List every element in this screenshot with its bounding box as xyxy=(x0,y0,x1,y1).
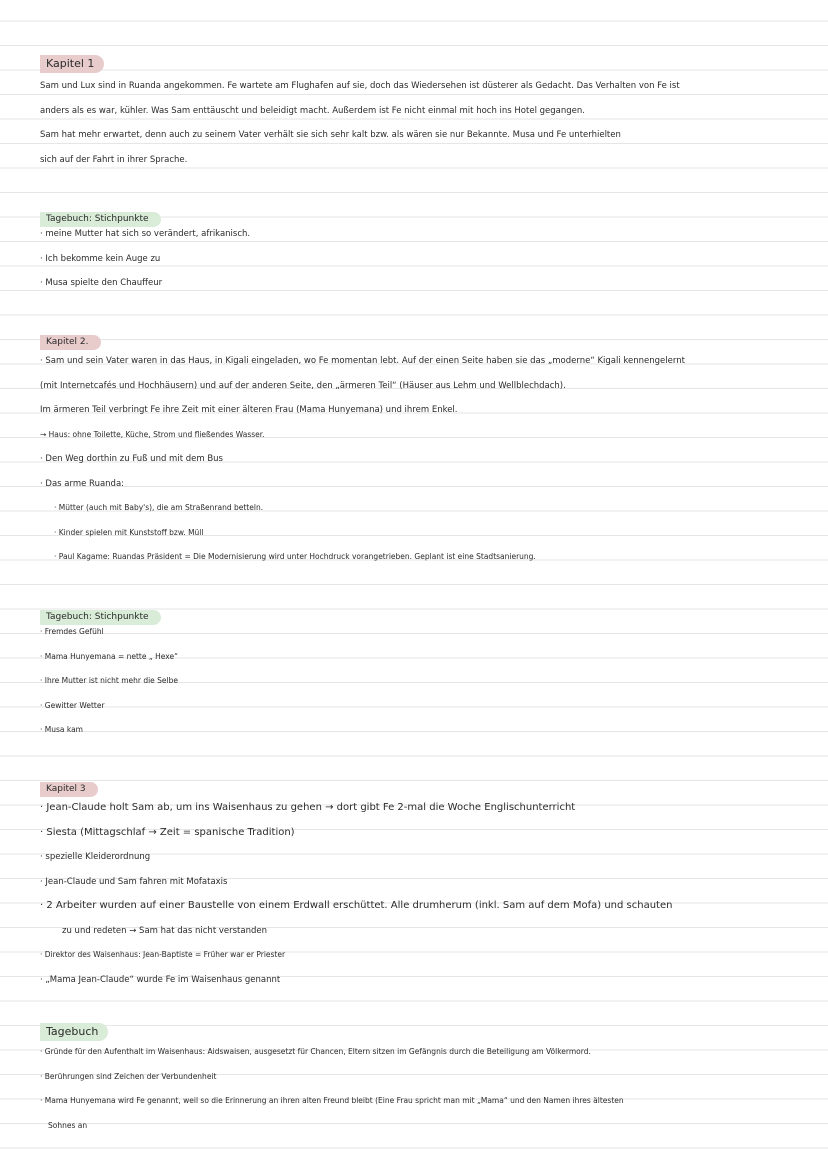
kapitel-1-section xyxy=(40,52,792,172)
kapitel-2-line: (mit Internetcafés und Hochhäusern) und auf der anderen Seite, den „ärmeren Teil“ (Häuser aus Lehm und Wellblechdach). xyxy=(40,380,566,391)
kapitel-3-line: · 2 Arbeiter wurden auf einer Baustelle von einem Erdwall erschüttet. Alle drumherum (inkl. Sam auf dem Mofa) und schauten xyxy=(40,900,673,911)
tagebuch-3-line: · Berührungen sind Zeichen der Verbundenheit xyxy=(40,1071,217,1081)
tagebuch-1-heading: Tagebuch: Stichpunkte xyxy=(40,212,161,227)
kapitel-1-line: sich auf der Fahrt in ihrer Sprache. xyxy=(40,154,188,165)
tagebuch-3-heading: Tagebuch xyxy=(40,1023,108,1041)
tagebuch-2-section xyxy=(40,604,792,743)
kapitel-3-line: zu und redeten → Sam hat das nicht verstanden xyxy=(62,925,267,936)
kapitel-3-line: · „Mama Jean-Claude“ wurde Fe im Waisenhaus genannt xyxy=(40,974,281,985)
kapitel-2-line: · Paul Kagame: Ruandas Präsident = Die Modernisierung wird unter Hochdruck vorangetrieben. Geplant ist eine Stadtsanierung. xyxy=(54,552,536,561)
tagebuch-1-line: · Musa spielte den Chauffeur xyxy=(40,278,163,288)
tagebuch-1-line: · Ich bekomme kein Auge zu xyxy=(40,253,161,264)
kapitel-3-line: · Jean-Claude und Sam fahren mit Mofataxis xyxy=(40,876,228,887)
tagebuch-2-line: · Mama Hunyemana = nette „ Hexe“ xyxy=(40,651,178,661)
tagebuch-3-line: Sohnes an xyxy=(48,1120,88,1130)
kapitel-2-line: · Sam und sein Vater waren in das Haus, in Kigali eingeladen, wo Fe momentan lebt. Auf der einen Seite haben sie das „moderne“ Kigali kennengelernt xyxy=(40,356,685,366)
kapitel-3-line: · spezielle Kleiderordnung xyxy=(40,852,151,862)
kapitel-2-section xyxy=(40,329,792,570)
kapitel-2-line: → Haus: ohne Toilette, Küche, Strom und fließendes Wasser. xyxy=(40,429,265,439)
kapitel-1-heading: Kapitel 1 xyxy=(40,55,104,73)
tagebuch-3-line: · Gründe für den Aufenthalt im Waisenhaus: Aidswaisen, ausgesetzt für Chancen, Eltern sitzen im Gefängnis durch die Beteiligung am Völkermord. xyxy=(40,1047,591,1056)
kapitel-3-line: · Direktor des Waisenhaus: Jean-Baptiste = Früher war er Priester xyxy=(40,950,286,959)
kapitel-1-line: Sam und Lux sind in Ruanda angekommen. Fe wartete am Flughafen auf sie, doch das Wiedersehen ist düsterer als Gedacht. Das Verhalten von Fe ist xyxy=(40,81,680,91)
kapitel-2-line: · Kinder spielen mit Kunststoff bzw. Müll xyxy=(54,527,204,537)
kapitel-2-line: · Den Weg dorthin zu Fuß und mit dem Bus xyxy=(40,454,223,464)
tagebuch-1-line: · meine Mutter hat sich so verändert, afrikanisch. xyxy=(40,229,251,239)
kapitel-1-line: anders als es war, kühler. Was Sam enttäuscht und beleidigt macht. Außerdem ist Fe nicht einmal mit hoch ins Hotel gegangen. xyxy=(40,105,585,116)
kapitel-2-line: · Mütter (auch mit Baby's), die am Straßenrand betteln. xyxy=(54,503,264,512)
tagebuch-2-line: · Fremdes Gefühl xyxy=(40,627,104,636)
kapitel-1-line: Sam hat mehr erwartet, denn auch zu seinem Vater verhält sie sich sehr kalt bzw. als wären sie nur Bekannte. Musa und Fe unterhielten xyxy=(40,130,621,140)
kapitel-2-heading: Kapitel 2. xyxy=(40,335,101,350)
kapitel-3-section xyxy=(40,776,792,992)
kapitel-2-line: Im ärmeren Teil verbringt Fe ihre Zeit mit einer älteren Frau (Mama Hunyemana) und ihrem Enkel. xyxy=(40,405,458,415)
tagebuch-3-line: · Mama Hunyemana wird Fe genannt, weil so die Erinnerung an ihren alten Freund bleibt (Eine Frau spricht man mit „Mama“ und den Namen ihres ältesten xyxy=(40,1096,624,1105)
tagebuch-2-heading: Tagebuch: Stichpunkte xyxy=(40,610,161,625)
kapitel-3-line: · Siesta (Mittagschlaf → Zeit = spanische Tradition) xyxy=(40,826,295,838)
tagebuch-3-section xyxy=(40,1020,792,1138)
kapitel-2-line: · Das arme Ruanda: xyxy=(40,478,125,489)
kapitel-3-heading: Kapitel 3 xyxy=(40,782,98,797)
tagebuch-2-line: · Gewitter Wetter xyxy=(40,700,105,710)
tagebuch-1-section xyxy=(40,206,792,296)
tagebuch-2-line: · Ihre Mutter ist nicht mehr die Selbe xyxy=(40,676,179,685)
kapitel-3-line: · Jean-Claude holt Sam ab, um ins Waisenhaus zu gehen → dort gibt Fe 2-mal die Woche Englischunterricht xyxy=(40,802,576,813)
tagebuch-2-line: · Musa kam xyxy=(40,725,83,734)
